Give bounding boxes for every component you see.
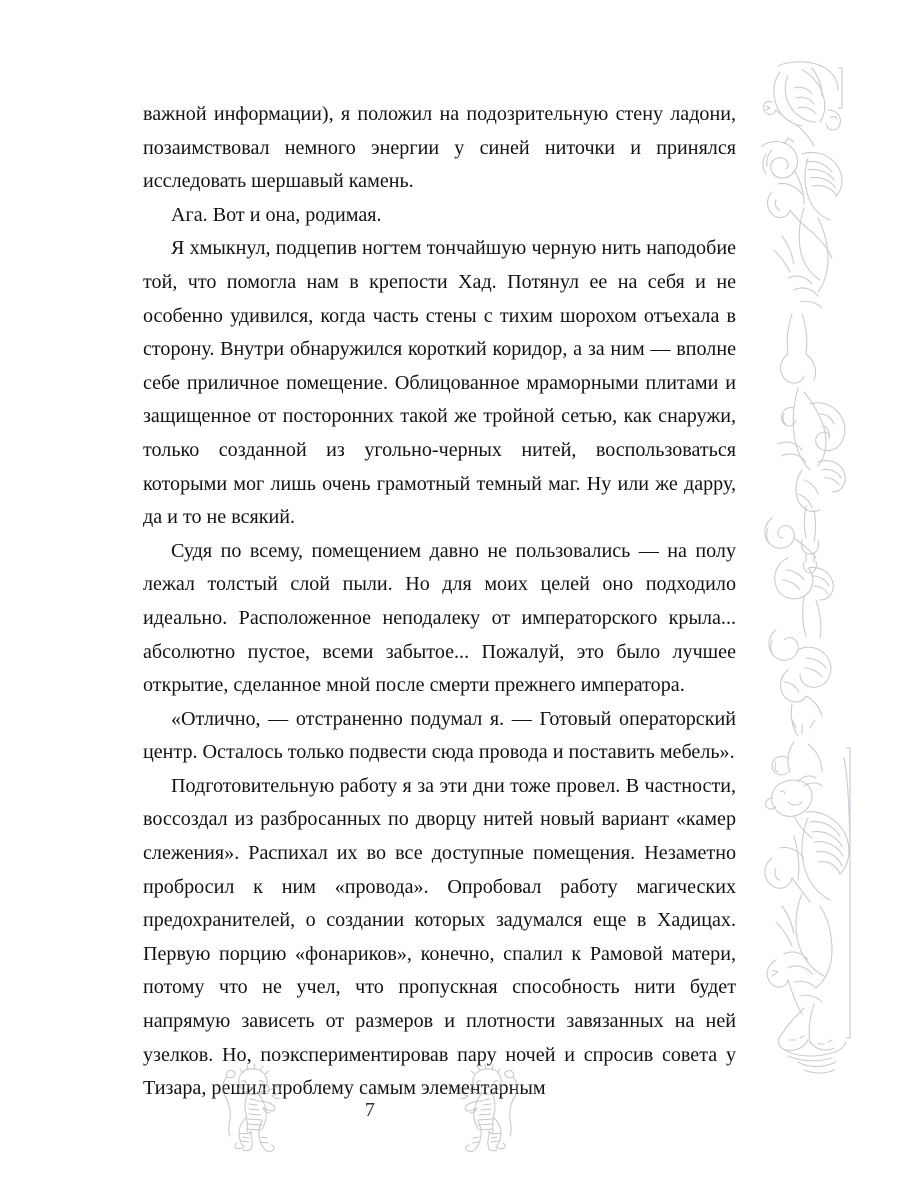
paragraph: Подготовительную работу я за эти дни тоже провел. В частности, воссоздал из разбросанных по дворцу нитей новый вариант «камер слежения». Распихал их во все доступные помещения. Незаметно пробросил к ним «провода». Опробовал работу магических предохранителей, о создании которых задумался еще в Хадицах. Первую порцию «фонариков», конечно, спалил к Рамовой матери, потому что не учел, что пропускная способность нити будет напрямую зависеть от размеров и плотности завязанных на ней узелков. Но, поэкспериментировав пару ночей и спросив совета у Тизара, решил проблему самым элементарным (143, 774, 736, 1100)
heraldic-lion-icon (215, 1061, 287, 1155)
ornamental-border (758, 58, 858, 1138)
paragraph: важной информации), я положил на подозрительную стену ладони, позаимствовал немного энергии у синей ниточки и принялся исследовать шершавый камень. (143, 103, 736, 193)
paragraph: «Отлично, — отстраненно подумал я. — Готовый операторский центр. Осталось только подвести сюда провода и поставить мебель». (143, 707, 736, 764)
text-column (143, 98, 736, 1106)
page-footer (0, 1058, 740, 1158)
heraldic-lion-mirrored-icon (453, 1061, 525, 1155)
paragraph: Ага. Вот и она, родимая. (171, 203, 382, 226)
page-number: 7 (364, 1099, 376, 1121)
engraved-border-icon (758, 58, 858, 1138)
paragraph: Судя по всему, помещением давно не пользовались — на полу лежал толстый слой пыли. Но для моих целей оно подходило идеально. Расположенное неподалеку от императорского крыла... абсолютно пустое, всеми забытое... Пожалуй, это было лучшее открытие, сделанное мной после смерти прежнего императора. (143, 539, 736, 697)
paragraph: Я хмыкнул, подцепив ногтем тончайшую черную нить наподобие той, что помогла нам в крепости Хад. Потянул ее на себя и не особенно удивился, когда часть стены с тихим шорохом отъехала в сторону. Внутри обнаружился короткий коридор, а за ним — вполне себе приличное помещение. Облицованное мраморными плитами и защищенное от посторонних такой же тройной сетью, как снаружи, только созданной из угольно-черных нитей, воспользоваться которыми мог лишь очень грамотный темный маг. Ну или же дарру, да и то не всякий. (143, 237, 736, 529)
